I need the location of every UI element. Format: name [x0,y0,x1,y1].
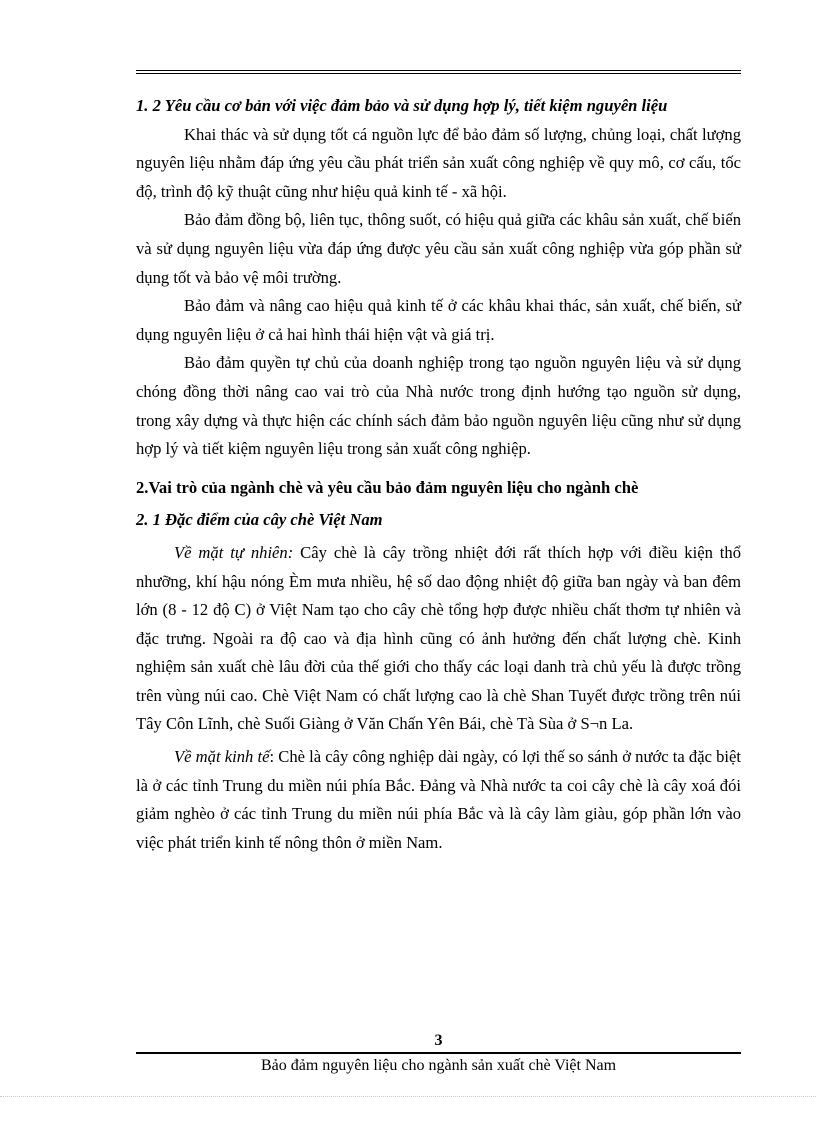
footer-rule [136,1052,741,1054]
page-number: 3 [434,1032,443,1049]
section-2-1-heading: 2. 1 Đặc điểm của cây chè Việt Nam [136,510,383,530]
paragraph: Bảo đảm quyền tự chủ của doanh nghiệp trong tạo nguồn nguyên liệu và sử dụng chóng đồng thời nâng cao vai trò của Nhà nước trong định hướng tạo nguồn sử dụng, trong xây dựng và thực hiện các chính sách đảm bảo nguồn nguyên liệu cũng như sử dụng hợp lý và tiết kiệm nguyên liệu trong sản xuất công nghiệp. [136,353,741,459]
text-natural: Cây chè là cây trồng nhiệt đới rất thích hợp với điều kiện thổ nhưỡng, khí hậu nóng Èm mưa nhiều, hệ số dao động nhiệt độ giữa ban ngày và ban đêm lớn (8 - 12 độ C) ở Việt Nam tạo cho cây chè tổng hợp được nhiều chất thơm tự nhiên và đặc trưng. Ngoài ra độ cao và địa hình cũng có ảnh hưởng đến chất lượng chè. Kinh nghiệm sản xuất chè lâu đời của thế giới cho thấy các loại danh trà chủ yếu là được trồng trên vùng núi cao. Chè Việt Nam có chất lượng cao là chè Shan Tuyết được trồng trên núi Tây Côn Lĩnh, chè Suối Giàng ở Văn Chấn Yên Bái, chè Tà Sùa ở S¬n La. [136,542,741,734]
footer-title: Bảo đảm nguyên liệu cho ngành sản xuất chè Việt Nam [260,1057,617,1074]
page-break-line [0,1096,816,1097]
section-2-heading: 2.Vai trò của ngành chè và yêu cầu bảo đảm nguyên liệu cho ngành chè [136,477,639,497]
paragraph: Khai thác và sử dụng tốt cá nguồn lực để bảo đảm số lượng, chủng loại, chất lượng nguyên liệu nhằm đáp ứng yêu cầu phát triển sản xuất công nghiệp về quy mô, cơ cấu, tốc độ, trình độ kỹ thuật cũng như hiệu quả kinh tế - xã hội. [136,124,741,201]
paragraph: Bảo đảm đồng bộ, liên tục, thông suốt, có hiệu quả giữa các khâu sản xuất, chế biến và sử dụng nguyên liệu vừa đáp ứng được yêu cầu sản xuất công nghiệp vừa góp phần sử dụng tốt và bảo vệ môi trường. [136,210,741,287]
section-1-2-heading: 1. 2 Yêu cầu cơ bản với việc đảm bảo và sử dụng hợp lý, tiết kiệm nguyên liệu [136,96,668,115]
paragraph: Bảo đảm và nâng cao hiệu quả kinh tế ở các khâu khai thác, sản xuất, chế biến, sử dụng nguyên liệu ở cả hai hình thái hiện vật và giá trị. [136,296,741,344]
header-rule [136,70,741,71]
paragraph-natural [136,539,741,739]
header-rule [136,73,741,74]
lead-economic: Về mặt kinh tế [174,747,270,767]
paragraph-economic [136,743,741,857]
page-body [136,92,741,857]
text-economic: : Chè là cây công nghiệp dài ngày, có lợi thế so sánh ở nước ta đặc biệt là ở các tỉnh Trung du miền núi phía Bắc. Đảng và Nhà nước ta coi cây chè là cây xoá đói giảm nghèo ở các tỉnh Trung du miền núi phía Bắc và là cây làm giàu, góp phần lớn vào việc phát triển kinh tế nông thôn ở miền Nam. [136,747,741,852]
lead-natural: Về mặt tự nhiên: [174,542,294,562]
